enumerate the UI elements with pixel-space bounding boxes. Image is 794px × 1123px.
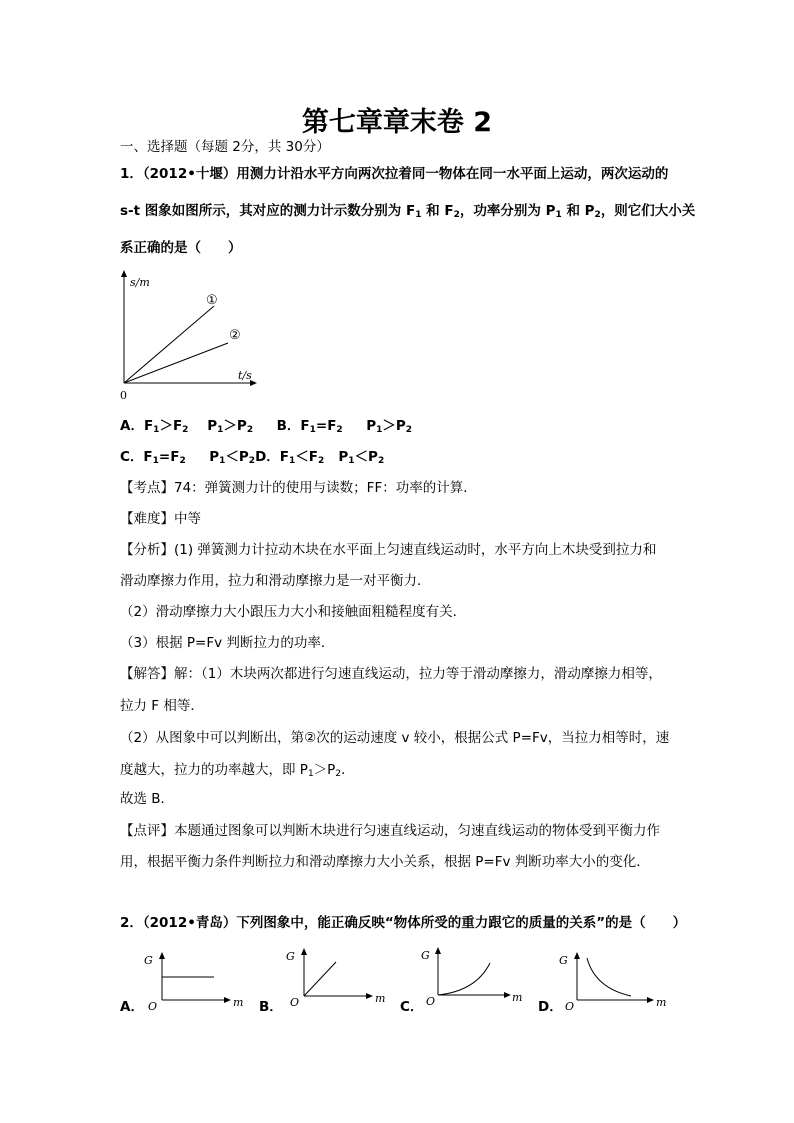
q1-st-graph	[112, 268, 262, 403]
graph-curve	[438, 963, 490, 995]
svg-text:O: O	[148, 1000, 158, 1013]
q1-jieda-line2: 拉力 F 相等．	[120, 698, 204, 714]
x-axis-label: t/s	[238, 369, 252, 382]
q1-dianping-line2: 用，根据平衡力条件判断拉力和滑动摩擦力大小关系，根据 P=Fv 判断功率大小的变化．	[120, 854, 650, 870]
q1-fenxi-line1: 【分析】(1) 弹簧测力计拉动木块在水平面上匀速直线运动时，水平方向上木块受到拉力和	[120, 542, 657, 558]
q2-option-a-graph[interactable]	[138, 948, 258, 1014]
q2-option-b-letter[interactable]: B．	[259, 999, 283, 1015]
q1-dianping-line1: 【点评】本题通过图象可以判断木块进行匀速直线运动，匀速直线运动的物体受到平衡力作	[120, 823, 660, 839]
q1-answer: 故选 B．	[120, 791, 175, 807]
q2-option-a-letter[interactable]: A．	[120, 999, 144, 1015]
svg-text:m: m	[375, 992, 386, 1005]
q1-jieda-line3: （2）从图象中可以判断出，第②次的运动速度 v 较小，根据公式 P=Fv，当拉力相等时，速	[120, 730, 670, 746]
svg-text:m: m	[233, 996, 244, 1009]
q1-option-ab	[120, 417, 412, 439]
q2-stem: 2．（2012•青岛）下列图象中，能正确反映“物体所受的重力跟它的质量的关系”的是（ ）	[120, 915, 687, 931]
q1-jieda-line1: 【解答】解：（1）木块两次都进行匀速直线运动，拉力等于滑动摩擦力，滑动摩擦力相等，	[120, 666, 662, 682]
q1-fenxi-line2: 滑动摩擦力作用，拉力和滑动摩擦力是一对平衡力．	[120, 573, 431, 589]
svg-text:O: O	[426, 995, 436, 1008]
svg-text:m: m	[512, 991, 523, 1004]
q1-option-cd	[120, 448, 384, 470]
q1-kaodian: 【考点】74：弹簧测力计的使用与读数；FF：功率的计算．	[120, 480, 477, 496]
q2-option-d-letter[interactable]: D．	[538, 999, 563, 1015]
q2-option-c-letter[interactable]: C．	[400, 999, 424, 1015]
option-d[interactable]: D．$F_1<F_2$ $P_1<P_2$	[255, 449, 385, 466]
graph-line-2	[124, 343, 228, 383]
svg-text:G: G	[559, 954, 568, 967]
q2-option-b-graph[interactable]	[280, 944, 390, 1010]
graph-curve	[587, 958, 631, 996]
svg-text:G: G	[144, 954, 153, 967]
q1-stem-line1: 1．（2012•十堰）用测力计沿水平方向两次拉着同一物体在同一水平面上运动，两次运动的	[120, 166, 669, 182]
graph-line-1	[124, 306, 214, 383]
svg-text:O: O	[290, 996, 300, 1009]
page-title: 第七章章末卷 2	[301, 107, 493, 138]
svg-text:G: G	[421, 949, 430, 962]
origin-label: 0	[120, 389, 127, 402]
svg-text:O: O	[565, 1000, 575, 1013]
q1-fenxi-line4: （3）根据 P=Fv 判断拉力的功率．	[120, 635, 335, 651]
q1-fenxi-line3: （2）滑动摩擦力大小跟压力大小和接触面粗糙程度有关．	[120, 604, 467, 620]
y-axis-arrow	[121, 270, 127, 277]
line-2-label: ②	[229, 328, 241, 343]
q2-option-c-graph[interactable]	[418, 943, 528, 1009]
q1-stem-line2: s-t 图象如图所示，其对应的测力计示数分别为 $F_1$ 和 $F_2$，功率分别为 $P_1$ 和 $P_2$，则它们大小关	[120, 203, 696, 220]
y-axis-label: s/m	[130, 276, 150, 289]
line-1-label: ①	[206, 293, 218, 308]
q2-option-d-graph[interactable]	[555, 948, 675, 1014]
svg-text:m: m	[656, 996, 667, 1009]
section-heading: 一、选择题（每题 2分，共 30分）	[120, 139, 330, 155]
graph-line	[304, 962, 336, 996]
option-c[interactable]: C．$F_1=F_2$ $P_1<P_2$	[120, 449, 256, 466]
q1-jieda-line4: 度越大，拉力的功率越大，即 $P_1>P_2$．	[120, 762, 355, 779]
option-a[interactable]: A．$F_1>F_2$ $P_1>P_2$	[120, 418, 254, 435]
q1-nandu: 【难度】中等	[120, 511, 201, 527]
q1-stem-line3: 系正确的是（ ）	[120, 240, 242, 256]
option-b[interactable]: B．$F_1=F_2$ $P_1>P_2$	[276, 418, 413, 435]
svg-text:G: G	[286, 950, 295, 963]
